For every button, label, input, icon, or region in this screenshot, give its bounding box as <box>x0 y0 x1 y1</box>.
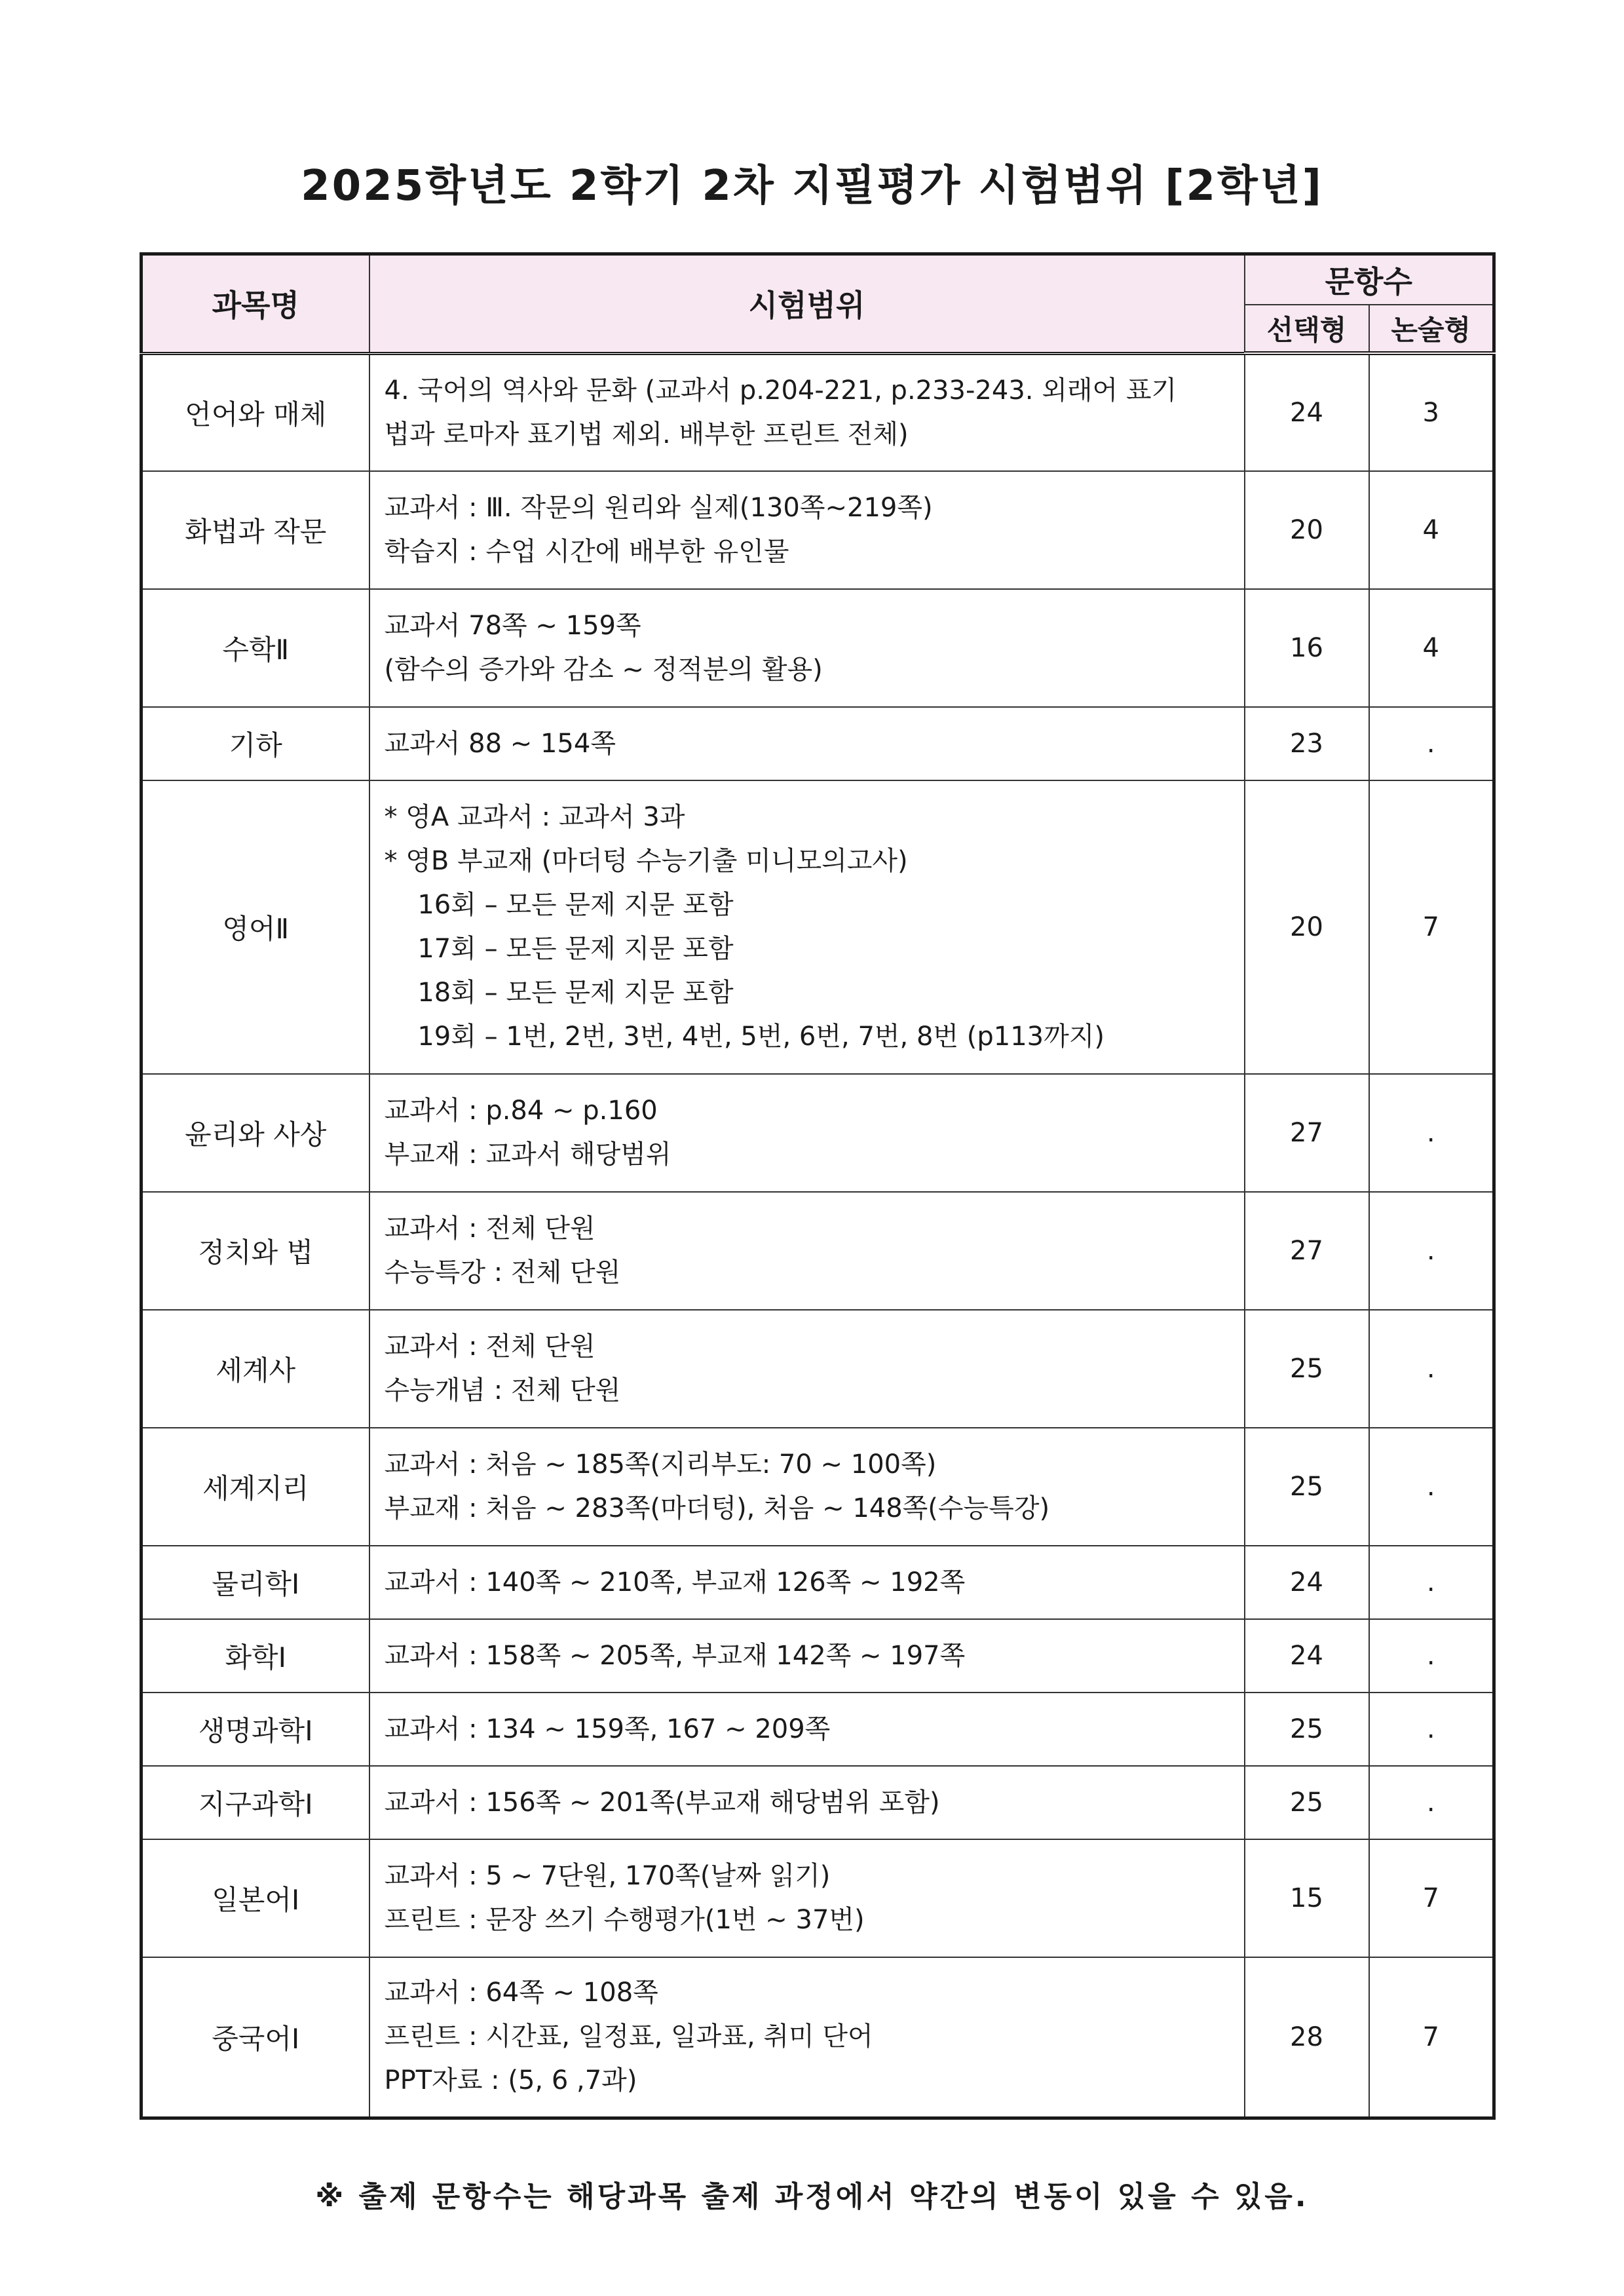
scope-line: 교과서 : 5 ~ 7단원, 170쪽(날짜 읽기) <box>384 1861 831 1891</box>
scope-line: 수능개념 : 전체 단원 <box>384 1375 621 1406</box>
multiple-choice-count: 24 <box>1245 353 1369 471</box>
table-row <box>142 780 1494 1074</box>
scope-cell <box>369 1310 1245 1428</box>
scope-line: 교과서 78쪽 ~ 159쪽 <box>384 611 641 641</box>
subject-cell: 일본어Ⅰ <box>142 1839 369 1957</box>
subject-cell: 영어Ⅱ <box>142 780 369 1074</box>
scope-line: * 영A 교과서 : 교과서 3과 <box>384 802 685 832</box>
essay-count: . <box>1369 1192 1494 1310</box>
multiple-choice-count: 25 <box>1245 1693 1369 1766</box>
scope-line: 17회 – 모든 문제 지문 포함 <box>384 934 734 964</box>
scope-cell <box>369 1766 1245 1839</box>
scope-line: * 영B 부교재 (마더텅 수능기출 미니모의고사) <box>384 846 908 876</box>
table-row <box>142 1428 1494 1546</box>
essay-count: . <box>1369 1693 1494 1766</box>
scope-line: 교과서 : 158쪽 ~ 205쪽, 부교재 142쪽 ~ 197쪽 <box>384 1640 966 1671</box>
essay-count: . <box>1369 707 1494 780</box>
subject-cell: 지구과학Ⅰ <box>142 1766 369 1839</box>
exam-scope-table <box>140 252 1496 2120</box>
scope-line: 16회 – 모든 문제 지문 포함 <box>384 890 734 920</box>
essay-count: . <box>1369 1766 1494 1839</box>
table-row <box>142 1839 1494 1957</box>
essay-count: . <box>1369 1619 1494 1693</box>
page-title: 2025학년도 2학기 2차 지필평가 시험범위 [2학년] <box>301 162 1323 210</box>
header-question-count: 문항수 <box>1245 254 1494 305</box>
table-row <box>142 1693 1494 1766</box>
essay-count: . <box>1369 1546 1494 1619</box>
scope-cell <box>369 589 1245 707</box>
scope-line: 법과 로마자 표기법 제외. 배부한 프린트 전체) <box>384 419 909 450</box>
scope-line: 교과서 : 전체 단원 <box>384 1214 595 1244</box>
scope-cell <box>369 1428 1245 1546</box>
table-row <box>142 353 1494 471</box>
table-row <box>142 1074 1494 1192</box>
subject-cell: 기하 <box>142 707 369 780</box>
footnote: ※ 출제 문항수는 해당과목 출제 과정에서 약간의 변동이 있을 수 있음. <box>315 2180 1309 2213</box>
multiple-choice-count: 25 <box>1245 1766 1369 1839</box>
scope-line: 교과서 : 134 ~ 159쪽, 167 ~ 209쪽 <box>384 1713 831 1744</box>
essay-count: . <box>1369 1310 1494 1428</box>
subject-cell: 윤리와 사상 <box>142 1074 369 1192</box>
scope-cell <box>369 1839 1245 1957</box>
subject-cell: 물리학Ⅰ <box>142 1546 369 1619</box>
scope-line: PPT자료 : (5, 6 ,7과) <box>384 2065 637 2096</box>
table-row <box>142 1310 1494 1428</box>
subject-cell: 화법과 작문 <box>142 471 369 589</box>
scope-line: 교과서 88 ~ 154쪽 <box>384 728 616 759</box>
scope-line: 프린트 : 문장 쓰기 수행평가(1번 ~ 37번) <box>384 1905 865 1935</box>
scope-cell <box>369 471 1245 589</box>
multiple-choice-count: 20 <box>1245 780 1369 1074</box>
scope-line: 수능특강 : 전체 단원 <box>384 1257 621 1288</box>
scope-cell <box>369 1074 1245 1192</box>
table-row <box>142 1619 1494 1693</box>
scope-line: 교과서 : 전체 단원 <box>384 1331 595 1362</box>
multiple-choice-count: 23 <box>1245 707 1369 780</box>
scope-line: 교과서 : 156쪽 ~ 201쪽(부교재 해당범위 포함) <box>384 1787 940 1818</box>
scope-cell <box>369 353 1245 471</box>
scope-line: 학습지 : 수업 시간에 배부한 유인물 <box>384 537 789 567</box>
multiple-choice-count: 20 <box>1245 471 1369 589</box>
table-row <box>142 1546 1494 1619</box>
subject-cell: 생명과학Ⅰ <box>142 1693 369 1766</box>
essay-count: 7 <box>1369 1839 1494 1957</box>
subject-cell: 세계지리 <box>142 1428 369 1546</box>
scope-line: 교과서 : 64쪽 ~ 108쪽 <box>384 1978 658 2008</box>
table-row <box>142 589 1494 707</box>
scope-line: 프린트 : 시간표, 일정표, 일과표, 취미 단어 <box>384 2021 873 2052</box>
multiple-choice-count: 15 <box>1245 1839 1369 1957</box>
table-row <box>142 707 1494 780</box>
subject-cell: 정치와 법 <box>142 1192 369 1310</box>
scope-cell <box>369 1957 1245 2118</box>
scope-line: (함수의 증가와 감소 ~ 정적분의 활용) <box>384 655 823 685</box>
multiple-choice-count: 24 <box>1245 1546 1369 1619</box>
scope-line: 교과서 : Ⅲ. 작문의 원리와 실제(130쪽~219쪽) <box>384 493 933 523</box>
scope-cell <box>369 780 1245 1074</box>
scope-cell <box>369 1693 1245 1766</box>
scope-line: 18회 – 모든 문제 지문 포함 <box>384 978 734 1008</box>
scope-line: 부교재 : 처음 ~ 283쪽(마더텅), 처음 ~ 148쪽(수능특강) <box>384 1493 1050 1523</box>
multiple-choice-count: 27 <box>1245 1192 1369 1310</box>
header-essay: 논술형 <box>1369 305 1494 353</box>
scope-cell <box>369 1546 1245 1619</box>
essay-count: . <box>1369 1074 1494 1192</box>
header-multiple-choice: 선택형 <box>1245 305 1369 353</box>
multiple-choice-count: 27 <box>1245 1074 1369 1192</box>
multiple-choice-count: 24 <box>1245 1619 1369 1693</box>
scope-line: 교과서 : p.84 ~ p.160 <box>384 1096 658 1126</box>
subject-cell: 수학Ⅱ <box>142 589 369 707</box>
multiple-choice-count: 25 <box>1245 1310 1369 1428</box>
scope-cell <box>369 1619 1245 1693</box>
scope-line: 부교재 : 교과서 해당범위 <box>384 1139 671 1170</box>
essay-count: . <box>1369 1428 1494 1546</box>
essay-count: 3 <box>1369 353 1494 471</box>
header-subject: 과목명 <box>142 254 369 354</box>
scope-line: 교과서 : 처음 ~ 185쪽(지리부도: 70 ~ 100쪽) <box>384 1449 937 1480</box>
header-scope: 시험범위 <box>369 254 1245 354</box>
scope-line: 교과서 : 140쪽 ~ 210쪽, 부교재 126쪽 ~ 192쪽 <box>384 1567 966 1598</box>
scope-cell <box>369 707 1245 780</box>
essay-count: 4 <box>1369 471 1494 589</box>
essay-count: 7 <box>1369 1957 1494 2118</box>
table-row <box>142 1766 1494 1839</box>
subject-cell: 세계사 <box>142 1310 369 1428</box>
multiple-choice-count: 28 <box>1245 1957 1369 2118</box>
table-row <box>142 1192 1494 1310</box>
table-row <box>142 471 1494 589</box>
essay-count: 4 <box>1369 589 1494 707</box>
multiple-choice-count: 16 <box>1245 589 1369 707</box>
multiple-choice-count: 25 <box>1245 1428 1369 1546</box>
scope-line: 19회 – 1번, 2번, 3번, 4번, 5번, 6번, 7번, 8번 (p113까지) <box>384 1022 1105 1052</box>
subject-cell: 중국어Ⅰ <box>142 1957 369 2118</box>
table-row <box>142 1957 1494 2118</box>
subject-cell: 화학Ⅰ <box>142 1619 369 1693</box>
essay-count: 7 <box>1369 780 1494 1074</box>
subject-cell: 언어와 매체 <box>142 353 369 471</box>
scope-cell <box>369 1192 1245 1310</box>
scope-line: 4. 국어의 역사와 문화 (교과서 p.204-221, p.233-243. 외래어 표기 <box>384 375 1177 406</box>
